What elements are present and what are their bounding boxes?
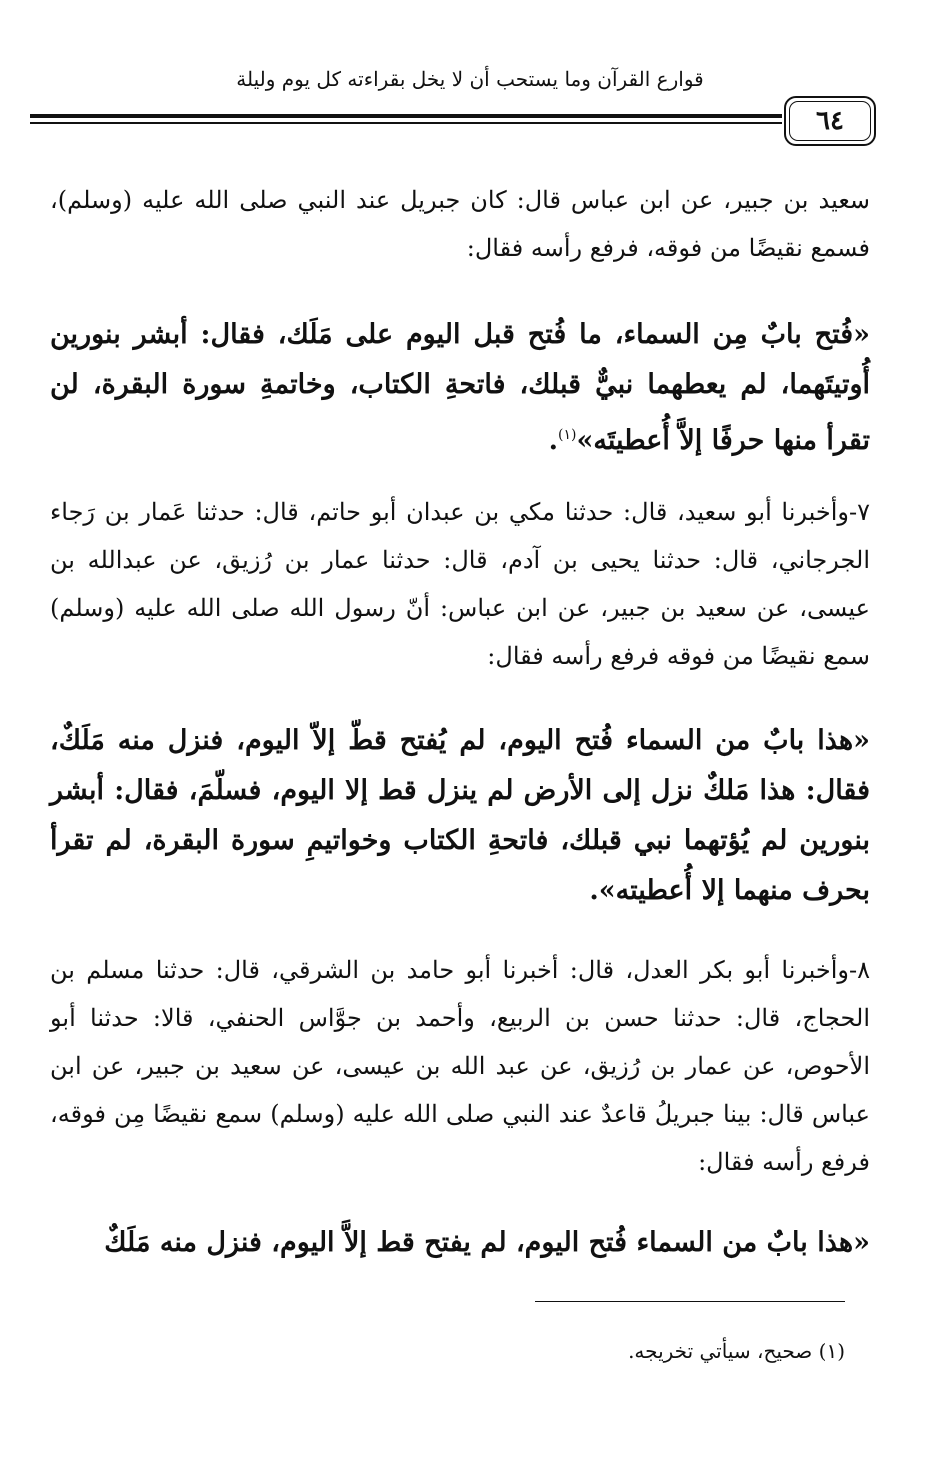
hadith-text-1 bbox=[50, 310, 870, 466]
hadith-text-3: «هذا بابٌ من السماء فُتح اليوم، لم يفتح قط إلاَّ اليوم، فنزل منه مَلَكٌ bbox=[104, 1227, 870, 1258]
running-title: قوارع القرآن وما يستحب أن لا يخل بقراءته كل يوم وليلة bbox=[236, 67, 704, 91]
page-number bbox=[784, 96, 876, 146]
page-number-text: ٦٤ bbox=[816, 106, 844, 136]
hadith-text-1-body: «فُتح بابٌ مِن السماء، ما فُتح قبل اليوم على مَلَك، فقال: أبشر بنورين أُوتيتَهما، لم يعطهما نبيٌّ قبلك، فاتحةِ الكتاب، وخاتمةِ سورة البقرة، لن تقرأ منها حرفًا إلاَّ أُعطيتَه» bbox=[50, 319, 870, 456]
hadith-text-2: «هذا بابٌ من السماء فُتح اليوم، لم يُفتح قطّ إلاّ اليوم، فنزل منه مَلَكٌ، فقال: هذا مَلكٌ نزل إلى الأرض لم ينزل قط إلا اليوم، فسلّمَ، فقال: أبشر بنورين لم يُؤتهما نبي قبلك، فاتحةِ الكتاب وخواتيمِ سورة البقرة، لم تقرأ بحرف منهما إلا أُعطيته». bbox=[50, 725, 870, 906]
hadith-text-1-end: . bbox=[548, 425, 559, 456]
footnote-1: (١) صحيح، سيأتي تخريجه. bbox=[628, 1339, 845, 1363]
header-rule-thick bbox=[30, 114, 782, 118]
footnote-separator bbox=[535, 1301, 845, 1302]
footnote-marker: (١) bbox=[558, 427, 577, 443]
paragraph-narration-8: ٨-وأخبرنا أبو بكر العدل، قال: أخبرنا أبو حامد بن الشرقي، قال: حدثنا مسلم بن الحجاج، قال: حدثنا حسن بن الربيع، وأحمد بن جوَّاس الحنفي، قالا: حدثنا أبو الأحوص، عن عمار بن رُزيق، عن عبد الله بن عيسى، عن سعيد بن جبير، عن ابن عباس قال: بينا جبريلُ قاعدٌ عند النبي صلى الله عليه (وسلم) سمع نقيضًا مِن فوقه، فرفع رأسه فقال: bbox=[50, 956, 870, 1176]
paragraph-isnad-continuation: سعيد بن جبير، عن ابن عباس قال: كان جبريل عند النبي صلى الله عليه (وسلم)، فسمع نقيضًا من فوقه، فرفع رأسه فقال: bbox=[50, 186, 871, 262]
header-rule-thin bbox=[30, 122, 782, 124]
paragraph-narration-7: ٧-وأخبرنا أبو سعيد، قال: حدثنا مكي بن عبدان أبو حاتم، قال: حدثنا عَمار بن رَجاء الجرجاني، قال: حدثنا يحيى بن آدم، قال: حدثنا عمار بن رُزيق، عن عبدالله بن عيسى، عن سعيد بن جبير، عن ابن عباس: أنّ رسول الله صلى الله عليه (وسلم) سمع نقيضًا من فوقه فرفع رأسه فقال: bbox=[50, 498, 870, 670]
